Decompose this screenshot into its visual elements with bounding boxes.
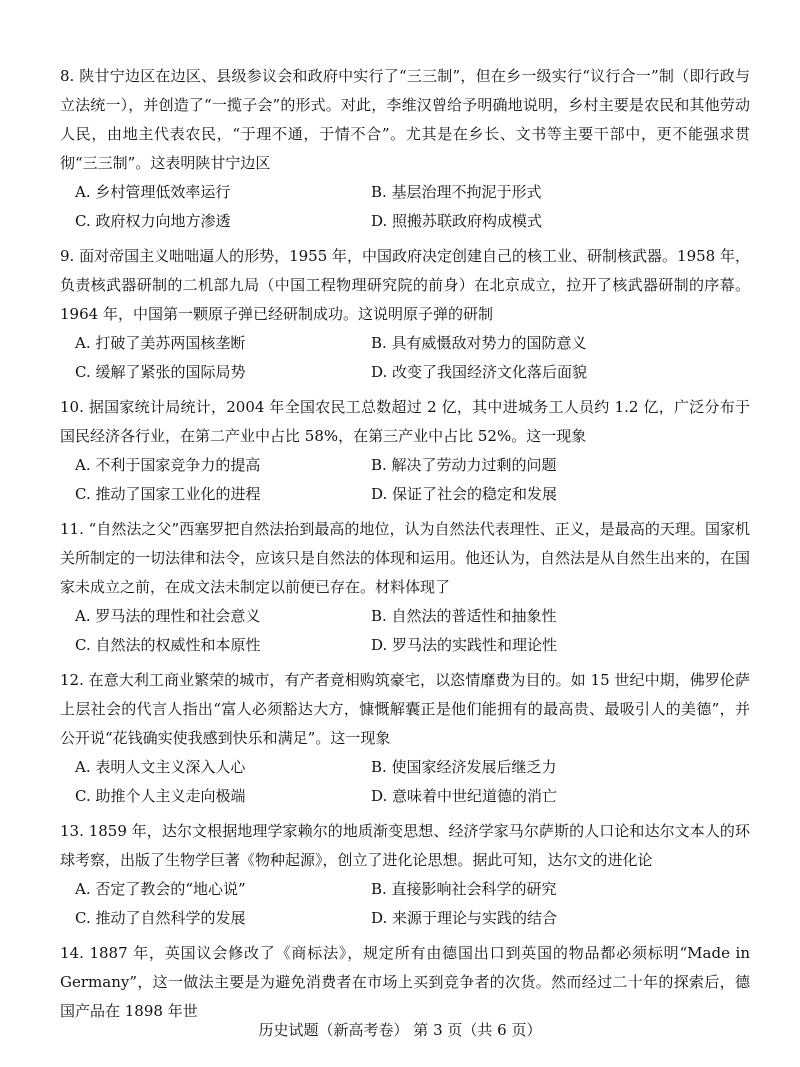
question-stem: 11. “自然法之父”西塞罗把自然法抬到最高的地位，认为自然法代表理性、正义，是最高的天理。国家机关所制定的一切法律和法令，应该只是自然法的体现和运用。他还认为，自然法是从自然生出来的，在国家未成立之前，在成文法未制定以前便已存在。材料体现了 [60,520,751,596]
question-list [60,62,750,1032]
option-c: C. 自然法的权威性和本原性 [75,636,261,654]
option-c: C. 缓解了紧张的国际局势 [75,363,246,381]
question-8 [60,62,750,236]
option-a: A. 乡村管理低效率运行 [75,183,231,201]
option-d: D. 保证了社会的稳定和发展 [371,485,558,503]
option-b: B. 使国家经济发展后继乏力 [371,758,557,776]
question-stem: 10. 据国家统计局统计，2004 年全国农民工总数超过 2 亿，其中进城务工人员约 1.2 亿，广泛分布于国民经济各行业，在第二产业中占比 58%，在第三产业中占比 52%。这一现象 [60,398,750,445]
option-c: C. 助推个人主义走向极端 [75,787,246,805]
option-a: A. 罗马法的理性和社会意义 [75,607,261,625]
option-c: C. 推动了自然科学的发展 [75,909,246,927]
option-b: B. 直接影响社会科学的研究 [371,880,557,898]
option-d: D. 罗马法的实践性和理论性 [371,636,558,654]
option-d: D. 意味着中世纪道德的消亡 [371,787,558,805]
option-a: A. 不利于国家竞争力的提高 [75,456,261,474]
option-d: D. 改变了我国经济文化落后面貌 [371,363,588,381]
question-10 [60,393,750,509]
option-b: B. 具有威慑敌对势力的国防意义 [371,334,587,352]
option-a: A. 表明人文主义深入人心 [75,758,246,776]
question-11 [60,515,750,660]
options [75,753,750,811]
question-9 [60,242,750,387]
options [75,178,750,236]
options [75,602,750,660]
question-12 [60,666,750,811]
option-d: D. 照搬苏联政府构成模式 [371,212,543,230]
option-c: C. 政府权力向地方渗透 [75,212,231,230]
option-a: A. 否定了教会的“地心说” [75,880,246,898]
question-stem: 13. 1859 年，达尔文根据地理学家赖尔的地质渐变思想、经济学家马尔萨斯的人口论和达尔文本人的环球考察，出版了生物学巨著《物种起源》，创立了进化论思想。据此可知，达尔文的进化论 [60,822,750,869]
options [75,329,750,387]
option-d: D. 来源于理论与实践的结合 [371,909,558,927]
options [75,875,750,933]
question-stem: 9. 面对帝国主义咄咄逼人的形势，1955 年，中国政府决定创建自己的核工业、研制核武器。1958 年，负责核武器研制的二机部九局（中国工程物理研究院的前身）在北京成立，拉开了核武器研制的序幕。1964 年，中国第一颗原子弹已经研制成功。这说明原子弹的研制 [60,247,750,323]
question-13 [60,817,750,933]
option-c: C. 推动了国家工业化的进程 [75,485,261,503]
question-stem: 14. 1887 年，英国议会修改了《商标法》，规定所有由德国出口到英国的物品都必须标明“Made in Germany”，这一做法主要是为避免消费者在市场上买到竞争者的次货。然而经过二十年的探索后，德国产品在 1898 年世 [60,944,750,1020]
question-stem: 8. 陕甘宁边区在边区、县级参议会和政府中实行了“三三制”，但在乡一级实行“议行合一”制（即行政与立法统一），并创造了“一揽子会”的形式。对此，李维汉曾给予明确地说明，乡村主要是农民和其他劳动人民，由地主代表农民，“于理不通，于情不合”。尤其是在乡长、文书等主要干部中，更不能强求贯彻“三三制”。这表明陕甘宁边区 [60,67,750,172]
option-a: A. 打破了美苏两国核垄断 [75,334,246,352]
options [75,451,750,509]
option-b: B. 基层治理不拘泥于形式 [371,183,542,201]
option-b: B. 解决了劳动力过剩的问题 [371,456,557,474]
question-stem: 12. 在意大利工商业繁荣的城市，有产者竟相购筑豪宅，以恣情靡费为目的。如 15 世纪中期，佛罗伦萨上层社会的代言人指出“富人必须豁达大方，慷慨解囊正是他们能拥有的最高贵、最吸引人的美德”，并公开说“花钱确实使我感到快乐和满足”。这一现象 [60,671,750,747]
question-14 [60,939,750,1026]
option-b: B. 自然法的普适性和抽象性 [371,607,557,625]
page-footer: 历史试题（新高考卷） 第 3 页（共 6 页） [258,1021,542,1039]
